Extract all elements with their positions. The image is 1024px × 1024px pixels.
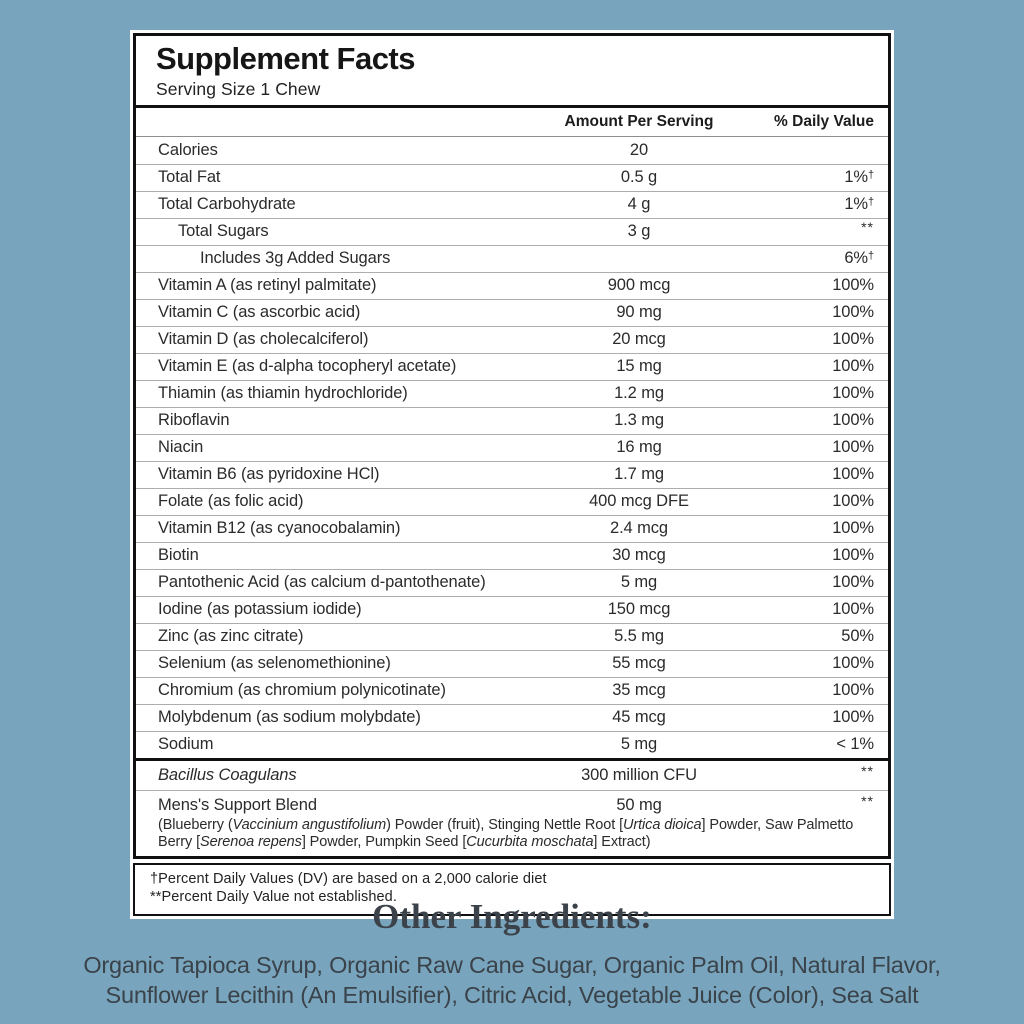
table-row xyxy=(136,461,888,488)
nutrient-name: Vitamin B12 (as cyanocobalamin) xyxy=(158,519,401,538)
blend-description-text: (Blueberry ( xyxy=(158,816,233,833)
table-row xyxy=(136,731,888,758)
nutrient-name: Riboflavin xyxy=(158,411,230,430)
nutrient-daily-value: 100% xyxy=(832,708,874,727)
botanical-name: Vaccinium angustifolium xyxy=(232,816,387,833)
table-row xyxy=(136,515,888,542)
amount-column-header: Amount Per Serving xyxy=(564,112,714,130)
nutrient-name: Vitamin D (as cholecalciferol) xyxy=(158,330,369,349)
nutrient-daily-value: 100% xyxy=(832,600,874,619)
nutrient-amount: 20 mcg xyxy=(612,330,666,349)
table-row xyxy=(136,596,888,623)
nutrient-amount: 16 mg xyxy=(616,438,662,457)
supplement-label xyxy=(130,30,894,919)
nutrient-name: Chromium (as chromium polynicotinate) xyxy=(158,681,446,700)
table-row xyxy=(136,326,888,353)
table-row xyxy=(136,353,888,380)
table-row xyxy=(136,218,888,245)
nutrient-name: Pantothenic Acid (as calcium d-pantothenate) xyxy=(158,573,486,592)
nutrient-name: Niacin xyxy=(158,438,204,457)
nutrient-daily-value: 100% xyxy=(832,330,874,349)
serving-size: Serving Size 1 Chew xyxy=(156,78,321,99)
blend-label: Mens's Support Blend xyxy=(158,795,317,814)
nutrient-amount: 0.5 g xyxy=(620,168,658,187)
table-row xyxy=(136,380,888,407)
nutrient-amount: 20 xyxy=(629,140,649,159)
nutrient-daily-value: 100% xyxy=(832,357,874,376)
table-row xyxy=(136,434,888,461)
footnote-not-established: **Percent Daily Value not established. xyxy=(150,889,397,906)
bacillus-dv xyxy=(764,762,874,785)
nutrient-daily-value: 100% xyxy=(832,654,874,673)
table-row xyxy=(136,191,888,218)
nutrient-amount: 55 mcg xyxy=(612,654,666,673)
nutrient-name: Vitamin A (as retinyl palmitate) xyxy=(158,276,377,295)
nutrient-daily-value: 100% xyxy=(832,276,874,295)
nutrient-amount: 1.2 mg xyxy=(614,384,664,403)
nutrient-daily-value: 1%† xyxy=(844,195,874,214)
nutrient-daily-value: 100% xyxy=(832,384,874,403)
nutrient-name: Includes 3g Added Sugars xyxy=(200,249,391,268)
nutrient-amount: 5 mg xyxy=(620,735,658,754)
nutrient-name: Biotin xyxy=(158,546,199,565)
nutrient-daily-value: < 1% xyxy=(836,735,874,754)
table-row xyxy=(136,299,888,326)
nutrient-amount: 4 g xyxy=(627,195,651,214)
nutrient-daily-value: 50% xyxy=(841,627,874,646)
nutrient-name: Vitamin C (as ascorbic acid) xyxy=(158,303,361,322)
other-ingredients-heading: Other Ingredients: xyxy=(372,897,652,936)
column-header-row xyxy=(136,108,888,137)
nutrient-amount: 1.7 mg xyxy=(614,465,664,484)
botanical-name: Serenoa repens xyxy=(200,833,302,850)
blend-amount: 50 mg xyxy=(616,795,662,814)
nutrient-daily-value: ** xyxy=(861,219,874,236)
nutrient-rows xyxy=(136,137,888,758)
other-ingredients-list xyxy=(0,950,1024,1011)
table-row xyxy=(136,569,888,596)
blend-dv-value: ** xyxy=(861,792,874,809)
nutrient-name: Total Fat xyxy=(158,168,221,187)
bacillus-label: Bacillus Coagulans xyxy=(158,765,297,784)
nutrient-amount: 45 mcg xyxy=(612,708,666,727)
nutrient-daily-value: 100% xyxy=(832,519,874,538)
table-row xyxy=(136,407,888,434)
nutrient-name: Vitamin B6 (as pyridoxine HCl) xyxy=(158,465,380,484)
blend-description-text: ] Powder, Pumpkin Seed [ xyxy=(301,833,467,850)
nutrient-amount: 30 mcg xyxy=(612,546,666,565)
blend-description-text: ) Powder (fruit), Stinging Nettle Root [ xyxy=(386,816,624,833)
blend-description-text: ] Powder, Saw Palmetto Berry [ xyxy=(158,816,854,850)
nutrient-daily-value: 100% xyxy=(832,492,874,511)
nutrient-amount: 2.4 mcg xyxy=(610,519,668,538)
nutrient-amount: 15 mg xyxy=(616,357,662,376)
nutrient-name: Total Carbohydrate xyxy=(158,195,296,214)
nutrient-name: Molybdenum (as sodium molybdate) xyxy=(158,708,421,727)
bacillus-row xyxy=(136,761,888,790)
table-row xyxy=(136,542,888,569)
bacillus-amount: 300 million CFU xyxy=(581,765,697,784)
nutrient-amount: 90 mg xyxy=(616,303,662,322)
nutrient-daily-value: 100% xyxy=(832,438,874,457)
table-row xyxy=(136,245,888,272)
bacillus-dv-value: ** xyxy=(861,762,874,779)
title-section xyxy=(136,36,888,105)
nutrient-name: Zinc (as zinc citrate) xyxy=(158,627,304,646)
blend-description xyxy=(136,817,888,856)
nutrient-daily-value: 100% xyxy=(832,573,874,592)
nutrient-daily-value: 100% xyxy=(832,303,874,322)
nutrient-daily-value: 100% xyxy=(832,546,874,565)
nutrient-amount: 150 mcg xyxy=(607,600,671,619)
table-row xyxy=(136,164,888,191)
nutrient-daily-value: 100% xyxy=(832,465,874,484)
nutrient-name: Sodium xyxy=(158,735,214,754)
nutrient-amount: 1.3 mg xyxy=(614,411,664,430)
table-row xyxy=(136,272,888,299)
blend-row xyxy=(136,791,888,817)
table-row xyxy=(136,650,888,677)
botanical-name: Urtica dioica xyxy=(623,816,702,833)
nutrient-amount: 900 mcg xyxy=(607,276,671,295)
nutrient-amount: 400 mcg DFE xyxy=(589,492,689,511)
nutrient-name: Folate (as folic acid) xyxy=(158,492,304,511)
nutrient-name: Calories xyxy=(158,140,218,159)
other-ingredients-line: Sunflower Lecithin (An Emulsifier), Citric Acid, Vegetable Juice (Color), Sea Salt xyxy=(105,982,919,1009)
nutrient-name: Total Sugars xyxy=(178,222,269,241)
table-row xyxy=(136,488,888,515)
nutrient-daily-value: 6%† xyxy=(844,249,874,268)
nutrient-daily-value: 100% xyxy=(832,681,874,700)
footnote-daily-values: †Percent Daily Values (DV) are based on a 2,000 calorie diet xyxy=(150,870,547,887)
nutrient-name: Thiamin (as thiamin hydrochloride) xyxy=(158,384,408,403)
table-row xyxy=(136,137,888,164)
nutrient-amount: 5.5 mg xyxy=(614,627,664,646)
other-ingredients-line: Organic Tapioca Syrup, Organic Raw Cane Sugar, Organic Palm Oil, Natural Flavor, xyxy=(83,951,941,978)
nutrient-name: Selenium (as selenomethionine) xyxy=(158,654,391,673)
nutrient-daily-value: 1%† xyxy=(844,168,874,187)
panel-title: Supplement Facts xyxy=(156,41,415,76)
nutrient-amount: 5 mg xyxy=(620,573,658,592)
blend-description-text: ] Extract) xyxy=(593,833,651,850)
nutrient-name: Vitamin E (as d-alpha tocopheryl acetate) xyxy=(158,357,457,376)
other-ingredients-section xyxy=(0,898,1024,1011)
table-row xyxy=(136,677,888,704)
nutrient-amount: 35 mcg xyxy=(612,681,666,700)
nutrient-name: Iodine (as potassium iodide) xyxy=(158,600,362,619)
blend-dv xyxy=(764,792,874,815)
nutrient-amount: 3 g xyxy=(627,222,651,241)
nutrient-daily-value: 100% xyxy=(832,411,874,430)
dv-column-header: % Daily Value xyxy=(774,112,874,130)
botanical-name: Cucurbita moschata xyxy=(466,833,594,850)
table-row xyxy=(136,623,888,650)
table-row xyxy=(136,704,888,731)
supplement-facts-panel xyxy=(133,33,891,859)
